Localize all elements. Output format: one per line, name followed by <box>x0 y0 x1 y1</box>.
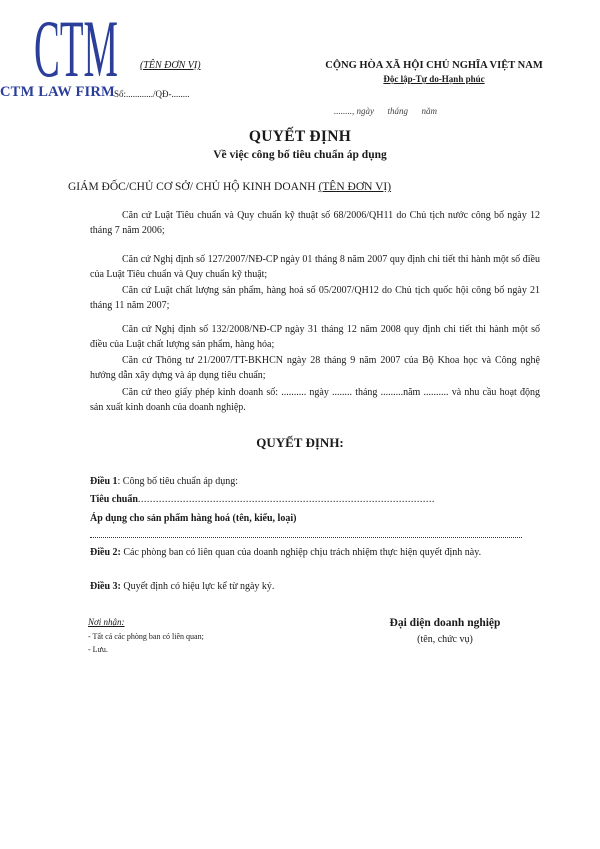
representative-title: Đại diện doanh nghiệp <box>389 617 501 629</box>
logo-firm-name: CTM LAW FIRM <box>0 84 115 100</box>
date-line: ........, ngày tháng năm <box>334 106 437 116</box>
preamble-paragraph: Căn cứ Nghị định số 132/2008/NĐ-CP ngày 31 tháng 12 năm 2008 quy định chi tiết thi hành một số điều của Luật chất lượng sản phẩm, hàng hóa; <box>90 324 540 351</box>
nation-title: CỘNG HÒA XÃ HỘI CHỦ NGHĨA VIỆT NAM <box>325 60 543 71</box>
article-3-text: Quyết định có hiệu lực kể từ ngày ký. <box>120 581 275 592</box>
recipients-label: Nơi nhận: <box>88 617 125 627</box>
ctm-logo-letters <box>34 6 118 82</box>
product-dotted-rule <box>90 537 522 538</box>
recipient-item: - Lưu. <box>88 645 108 654</box>
director-prefix: GIÁM ĐỐC/CHỦ CƠ SỞ/ CHỦ HỘ KINH DOANH <box>68 181 319 193</box>
director-unit: (TÊN ĐƠN VỊ) <box>318 181 392 193</box>
decision-subtitle: Về việc công bố tiêu chuẩn áp dụng <box>213 149 387 161</box>
standard-label: Tiêu chuẩn <box>90 494 138 505</box>
document-number: Số:............/QĐ-........ <box>114 89 190 99</box>
preamble-paragraph: Căn cứ Luật chất lượng sản phẩm, hàng hoá số 05/2007/QH12 do Chủ tịch quốc hội công bố ngày 21 tháng 11 năm 2007; <box>90 285 540 312</box>
preamble-paragraph: Căn cứ Thông tư 21/2007/TT-BKHCN ngày 28 tháng 9 năm 2007 của Bộ Khoa học và Công nghệ hướng dẫn xây dựng và áp dụng tiêu chuẩn; <box>90 355 540 382</box>
article-2 <box>90 545 540 560</box>
preamble-paragraph: Căn cứ Luật Tiêu chuẩn và Quy chuẩn kỹ thuật số 68/2006/QH11 do Chủ tịch nước công bố ngày 12 tháng 7 năm 2006; <box>90 210 540 237</box>
director-line <box>68 181 391 193</box>
standard-dots: ................................................................................................... <box>137 494 435 505</box>
recipient-item: - Tất cả các phòng ban có liên quan; <box>88 632 204 641</box>
article-1 <box>90 474 540 489</box>
preamble-paragraph: Căn cứ Nghị định số 127/2007/NĐ-CP ngày 01 tháng 8 năm 2007 quy định chi tiết thi hành một số điều của Luật Tiêu chuẩn và Quy chuẩn kỹ thuật; <box>90 254 540 281</box>
article-1-text: : Công bố tiêu chuẩn áp dụng: <box>117 476 239 487</box>
preamble-paragraph: Căn cứ theo giấy phép kinh doanh số: .......... ngày ........ tháng .........năm .......... và nhu cầu hoạt động sản xuất kinh doanh của doanh nghiệp. <box>90 387 540 414</box>
product-line <box>90 511 540 526</box>
decision-title: QUYẾT ĐỊNH <box>248 128 352 145</box>
nation-motto: Độc lập-Tự do-Hạnh phúc <box>383 74 485 84</box>
decides-title: QUYẾT ĐỊNH: <box>256 435 344 450</box>
article-2-label: Điều 2: <box>90 547 121 558</box>
article-3-label: Điều 3: <box>90 581 121 592</box>
unit-name: (TÊN ĐƠN VỊ) <box>140 60 201 71</box>
article-2-text: Các phòng ban có liên quan của doanh nghiệp chịu trách nhiệm thực hiện quyết định này. <box>120 547 482 558</box>
svg-text:CTM: CTM <box>34 6 118 82</box>
representative-subtitle: (tên, chức vụ) <box>417 634 473 645</box>
product-label: Áp dụng cho sản phẩm hàng hoá (tên, kiểu, loại) <box>90 513 297 524</box>
article-3 <box>90 579 540 594</box>
article-1-label: Điều 1 <box>90 476 118 487</box>
standard-line <box>90 492 540 507</box>
